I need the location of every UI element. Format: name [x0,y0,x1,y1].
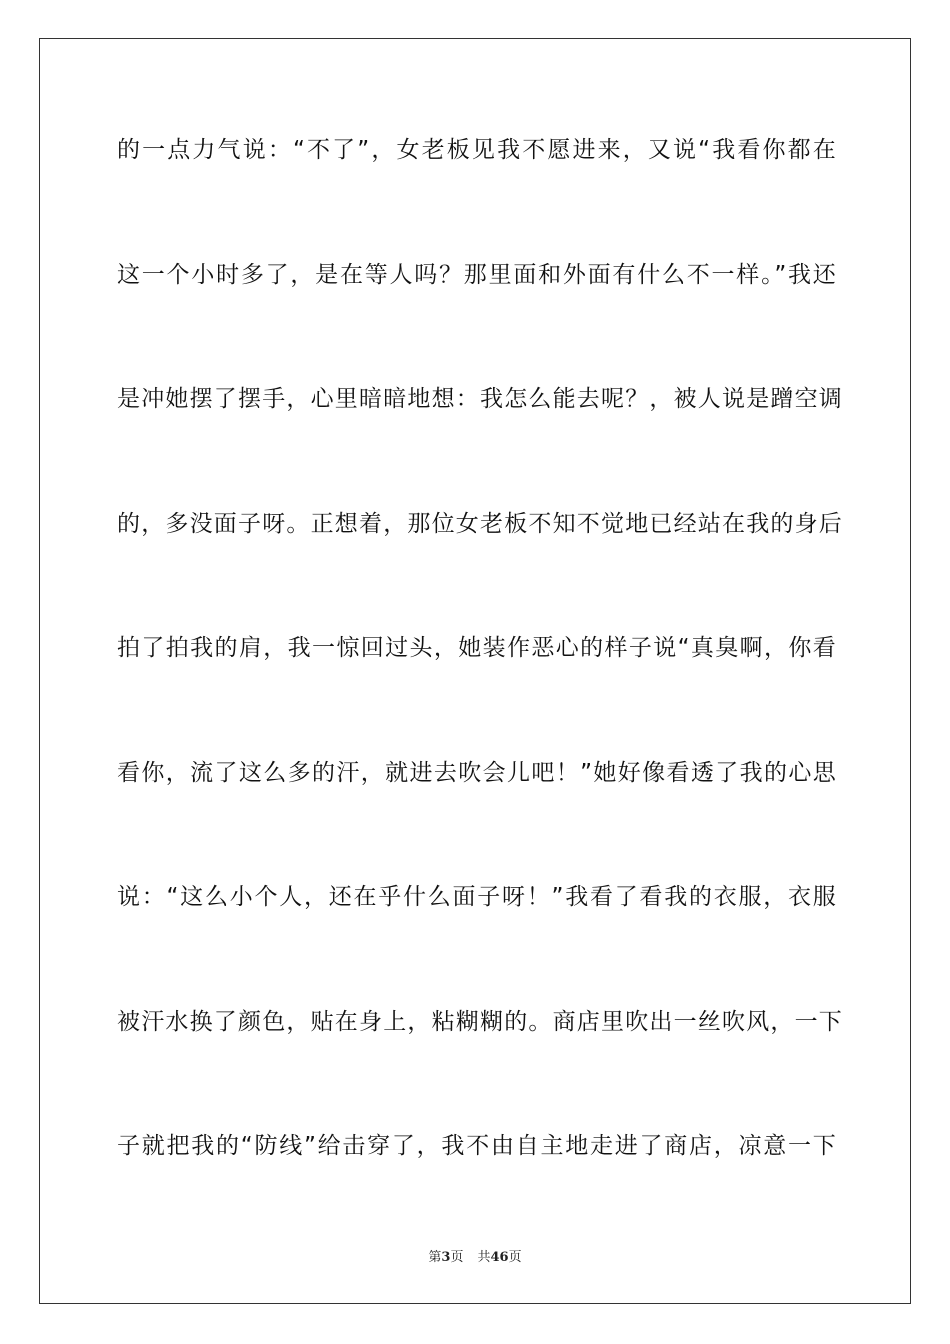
text-line: 看你，流了这么多的汗，就进去吹会儿吧！”她好像看透了我的心思 [117,759,837,786]
text-line: 拍了拍我的肩，我一惊回过头，她装作恶心的样子说“真臭啊，你看 [117,635,837,661]
text-line: 的一点力气说：“不了”，女老板见我不愿进来，又说“我看你都在 [117,137,837,163]
text-line: 子就把我的“防线”给击穿了，我不由自主地走进了商店，凉意一下 [117,1133,837,1159]
total-pages: 46 [490,1250,509,1265]
page-footer [0,1246,950,1265]
page-suffix: 页 [450,1250,464,1265]
page-prefix: 第 [428,1250,442,1265]
page-number: 3 [441,1250,451,1265]
text-line: 说：“这么小个人，还在乎什么面子呀！”我看了看我的衣服，衣服 [117,884,837,910]
document-body [117,126,843,1247]
text-line: 是冲她摆了摆手，心里暗暗地想：我怎么能去呢？，被人说是蹭空调 [117,386,843,412]
text-line: 被汗水换了颜色，贴在身上，粘糊糊的。商店里吹出一丝吹风，一下 [117,1008,843,1035]
text-line: 的，多没面子呀。正想着，那位女老板不知不觉地已经站在我的身后 [117,510,843,537]
text-line: 这一个小时多了，是在等人吗？那里面和外面有什么不一样。”我还 [117,261,837,288]
total-prefix: 共 [477,1250,491,1265]
total-suffix: 页 [508,1250,522,1265]
